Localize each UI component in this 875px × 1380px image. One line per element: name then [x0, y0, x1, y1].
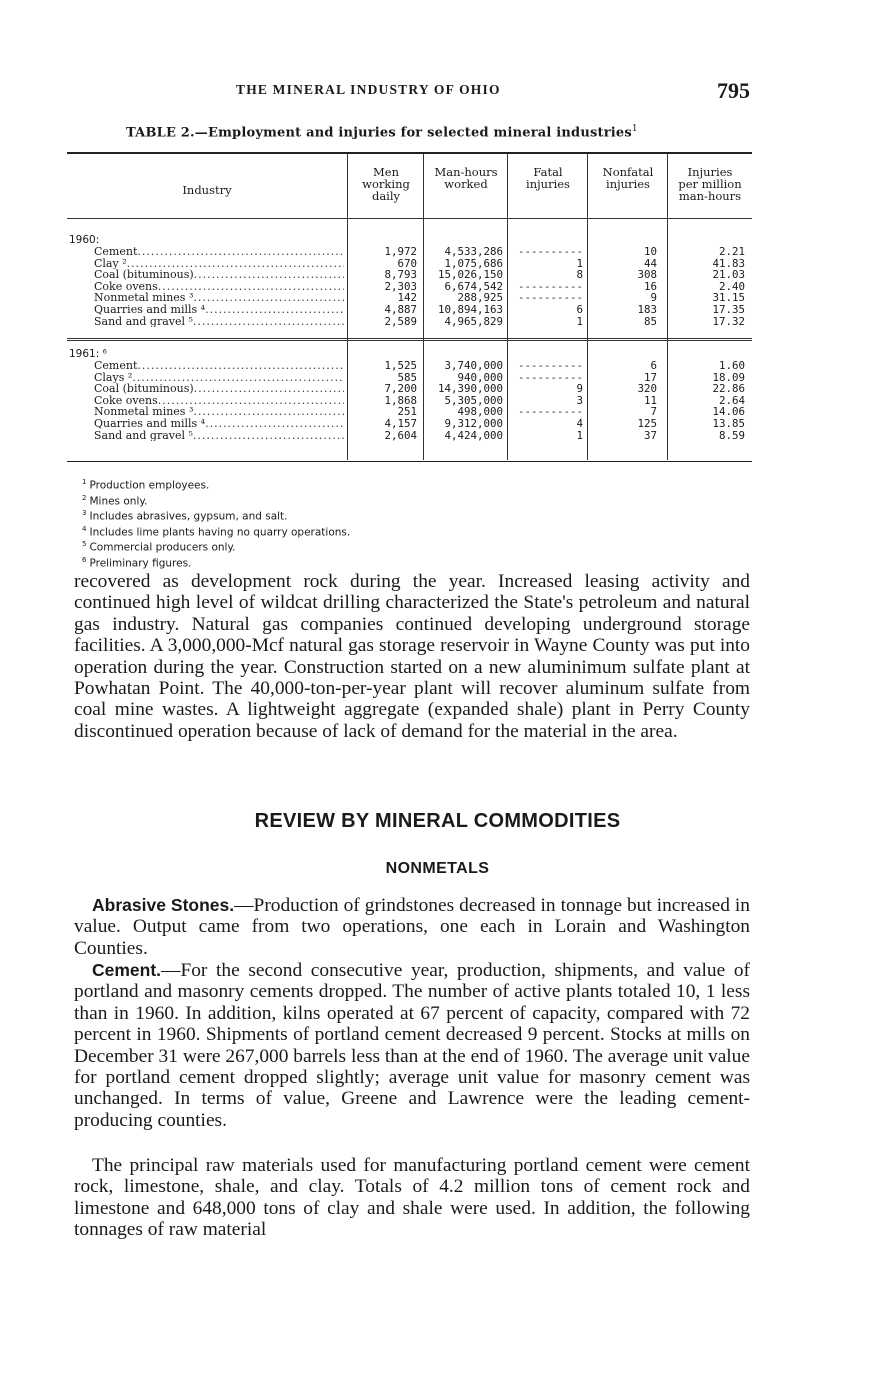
injury-rate-cell: 8.59	[718, 428, 745, 442]
table-top-rule	[67, 152, 752, 154]
footnote	[82, 492, 350, 508]
men-working-cell: 1,972	[384, 245, 417, 258]
nonfatal-injuries-cell: 125	[637, 417, 657, 430]
men-working-cell: 2,303	[384, 279, 417, 293]
abrasive-stones-text: —Production of grindstones decreased in tonnage but increased in value. Output came from two operations, one each in Lorain and Washington Counties.	[74, 895, 750, 959]
industry-cell: Coke ovens .....	[94, 281, 344, 292]
fatal-injuries-cell: 3	[576, 393, 583, 407]
fatal-injuries-cell: 1	[576, 256, 583, 270]
footnote-mark: 4	[82, 524, 87, 533]
men-working-cell: 7,200	[384, 382, 417, 396]
fatal-injuries-cell: ----------	[517, 359, 583, 372]
man-hours-cell: 4,424,000	[444, 428, 503, 442]
industry-cell: Coal (bituminous) .....	[94, 383, 344, 394]
header-nonfatal: Nonfatal injuries	[602, 165, 654, 191]
footnote	[82, 554, 350, 570]
men-working-cell: 585	[397, 370, 417, 384]
footnote-text: Includes abrasives, gypsum, and salt.	[89, 510, 288, 523]
man-hours-cell: 15,026,150	[437, 268, 503, 282]
injury-rate-cell: 21.03	[712, 268, 745, 282]
injury-rate-cell: 2.21	[718, 245, 745, 258]
nonfatal-injuries-cell: 11	[643, 393, 657, 407]
table-footnotes	[82, 476, 350, 569]
fatal-injuries-cell: 8	[576, 268, 583, 282]
nonfatal-injuries-cell: 85	[643, 314, 657, 328]
injury-rate-cell: 41.83	[712, 256, 745, 270]
men-working-cell: 4,157	[384, 417, 417, 430]
fatal-injuries-cell: ----------	[517, 291, 583, 305]
nonfatal-injuries-cell: 308	[637, 268, 657, 282]
employment-table	[67, 152, 752, 464]
running-title: THE MINERAL INDUSTRY OF OHIO	[236, 82, 501, 97]
abrasive-stones-lead: Abrasive Stones.	[92, 895, 235, 915]
industry-cell: Sand and gravel ⁵ .....	[94, 316, 344, 327]
injury-rate-cell: 31.15	[712, 291, 745, 305]
nonfatal-injuries-cell: 7	[650, 405, 657, 419]
injury-rate-cell: 2.40	[718, 279, 745, 293]
men-working-cell: 2,604	[384, 428, 417, 442]
nonfatal-injuries-cell: 37	[643, 428, 657, 442]
running-head	[72, 78, 752, 104]
man-hours-cell: 4,965,829	[444, 314, 503, 328]
table-row	[67, 246, 752, 257]
man-hours-cell: 940,000	[457, 370, 503, 384]
fatal-injuries-cell: ----------	[517, 279, 583, 293]
footnote	[82, 476, 350, 492]
fatal-injuries-cell: ----------	[517, 370, 583, 384]
man-hours-cell: 4,533,286	[444, 245, 503, 258]
industry-cell: Coal (bituminous) .....	[94, 269, 344, 280]
man-hours-cell: 5,305,000	[444, 393, 503, 407]
men-working-cell: 1,868	[384, 393, 417, 407]
industry-cell: Cement .....	[94, 360, 344, 371]
section-heading: REVIEW BY MINERAL COMMODITIES	[254, 810, 621, 832]
nonfatal-injuries-cell: 9	[650, 291, 657, 305]
group-label-1960: 1960:	[69, 234, 100, 246]
men-working-cell: 251	[397, 405, 417, 419]
footnote-text: Includes lime plants having no quarry operations.	[89, 526, 351, 538]
paragraph-raw-materials: The principal raw materials used for manufacturing portland cement were cement rock, limestone, shale, and clay. Totals of 4.2 million tons of cement rock and limestone and 648,000 tons of clay and shale were used. In addition, the following tonnages of raw material	[74, 1155, 750, 1241]
group-separator	[67, 338, 752, 341]
paragraph-abrasive-stones	[74, 895, 750, 959]
men-working-cell: 4,887	[384, 303, 417, 316]
footnote	[82, 538, 350, 554]
man-hours-cell: 6,674,542	[444, 279, 503, 293]
table-caption	[126, 124, 638, 140]
footnote	[82, 507, 350, 523]
footnote-text: Preliminary figures.	[89, 557, 192, 569]
paragraph-cement	[74, 960, 750, 1131]
industry-cell: Clays ² .....	[94, 372, 344, 383]
subsection-heading: NONMETALS	[385, 860, 490, 877]
group-label-1961: 1961: ⁶	[69, 348, 107, 360]
injury-rate-cell: 17.32	[712, 314, 745, 328]
header-fatal: Fatal injuries	[526, 165, 570, 191]
industry-cell: Quarries and mills ⁴ .....	[94, 418, 344, 429]
table-caption-text: TABLE 2.—Employment and injuries for selected mineral industries	[126, 125, 632, 141]
fatal-injuries-cell: 1	[576, 314, 583, 328]
injury-rate-cell: 1.60	[718, 359, 745, 372]
footnote-mark: 6	[82, 555, 87, 564]
industry-cell: Clay ² .....	[94, 258, 344, 269]
fatal-injuries-cell: 1	[576, 428, 583, 442]
fatal-injuries-cell: 4	[576, 417, 583, 430]
injury-rate-cell: 2.64	[718, 393, 745, 407]
industry-cell: Quarries and mills ⁴ .....	[94, 304, 344, 315]
table-bottom-rule	[67, 461, 752, 462]
footnote-mark: 5	[82, 540, 87, 548]
table-caption-footnote-mark: 1	[631, 124, 638, 134]
footnote-mark: 3	[82, 509, 87, 517]
injury-rate-cell: 22.86	[712, 382, 745, 396]
table-row	[67, 316, 752, 327]
industry-cell: Nonmetal mines ³ .....	[94, 292, 344, 303]
men-working-cell: 1,525	[384, 359, 417, 372]
nonfatal-injuries-cell: 16	[643, 279, 657, 293]
man-hours-cell: 3,740,000	[444, 359, 503, 372]
fatal-injuries-cell: 9	[576, 382, 583, 396]
injury-rate-cell: 18.09	[712, 370, 745, 384]
footnote-mark: 2	[82, 493, 87, 502]
men-working-cell: 142	[397, 291, 417, 305]
fatal-injuries-cell: 6	[576, 303, 583, 316]
nonfatal-injuries-cell: 6	[650, 359, 657, 372]
fatal-injuries-cell: ----------	[517, 245, 583, 258]
nonfatal-injuries-cell: 320	[637, 382, 657, 396]
industry-cell: Cement .....	[94, 246, 344, 257]
industry-cell: Nonmetal mines ³ .....	[94, 406, 344, 417]
table-row	[67, 304, 752, 315]
paragraph-development-rock: recovered as development rock during the year. Increased leasing activity and continued high level of wildcat drilling characterized the State's petroleum and natural gas industry. Natural gas companies continued developing underground storage facilities. A 3,000,000-Mcf natural gas storage reservoir in Wayne County was put into operation during the year. Construction started on a new aluminimum sulfate plant at Powhatan Point. The 40,000-ton-per-year plant will recover aluminum sulfate from coal mine wastes. A lightweight aggregate (expanded shale) plant in Perry County discontinued operation because of lack of demand for the material in the area.	[74, 571, 750, 742]
footnote-mark: 1	[82, 478, 87, 486]
men-working-cell: 8,793	[384, 268, 417, 282]
page-number: 795	[717, 78, 750, 103]
fatal-injuries-cell: ----------	[517, 405, 583, 419]
nonfatal-injuries-cell: 44	[643, 256, 657, 270]
table-header-rule	[67, 218, 752, 219]
header-industry: Industry	[182, 183, 232, 197]
man-hours-cell: 498,000	[457, 405, 503, 419]
header-man-hours: Man-hours worked	[434, 165, 498, 191]
injury-rate-cell: 13.85	[712, 417, 745, 430]
men-working-cell: 2,589	[384, 314, 417, 328]
table-row	[67, 383, 752, 394]
cement-lead: Cement.	[92, 960, 162, 980]
table-row	[67, 269, 752, 280]
table-header-row	[67, 156, 752, 218]
footnote-text: Production employees.	[89, 479, 210, 492]
nonfatal-injuries-cell: 183	[637, 303, 657, 316]
man-hours-cell: 1,075,686	[444, 256, 503, 270]
table-row	[67, 360, 752, 371]
nonfatal-injuries-cell: 10	[643, 245, 657, 258]
footnote-text: Mines only.	[89, 495, 148, 507]
table-row	[67, 430, 752, 441]
man-hours-cell: 14,390,000	[437, 382, 503, 396]
header-men-working: Men working daily	[362, 165, 410, 203]
nonfatal-injuries-cell: 17	[643, 370, 657, 384]
men-working-cell: 670	[397, 256, 417, 270]
man-hours-cell: 9,312,000	[444, 417, 503, 430]
footnote	[82, 523, 350, 539]
man-hours-cell: 288,925	[457, 291, 503, 305]
header-injury-rate: Injuries per million man-hours	[678, 165, 742, 203]
cement-text: —For the second consecutive year, production, shipments, and value of portland and masonry cements dropped. The number of active plants totaled 10, 1 less than in 1960. In addition, kilns operated at 67 percent of capacity, compared with 72 percent in 1960. Shipments of portland cement decreased 9 percent. Stocks at mills on December 31 were 267,000 barrels less than at the end of 1960. The average unit value for portland cement dropped slightly; average unit value for masonry cement was unchanged. In terms of value, Greene and Lawrence were the leading cement-producing counties.	[74, 960, 750, 1131]
table-row	[67, 418, 752, 429]
industry-cell: Sand and gravel ⁵ .....	[94, 430, 344, 441]
man-hours-cell: 10,894,163	[437, 303, 503, 316]
footnote-text: Commercial producers only.	[89, 541, 236, 554]
injury-rate-cell: 17.35	[712, 303, 745, 316]
industry-cell: Coke ovens .....	[94, 395, 344, 406]
injury-rate-cell: 14.06	[712, 405, 745, 419]
